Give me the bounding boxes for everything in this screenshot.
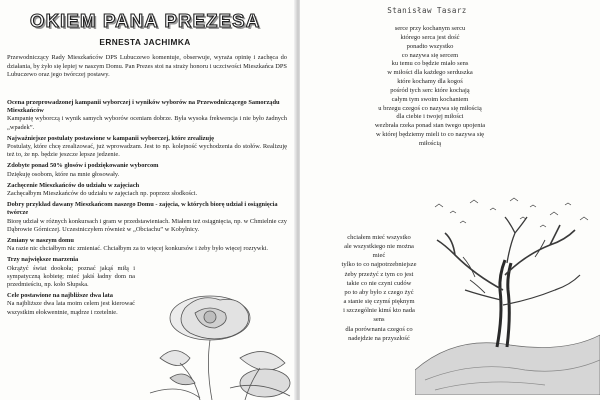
answer-text: Na razie nic chciałbym nic zmieniać. Chciałbym za to więcej konkursów i żeby było więcej rozrywki. <box>7 245 269 253</box>
poem-line: nadejdzie na przyszłość <box>348 334 410 342</box>
qa-block <box>7 182 287 198</box>
poem-line: wezbrała rzeka ponad stan twego upojenia <box>374 122 486 130</box>
article-subtitle: ERNESTA JACHIMKA <box>99 37 191 47</box>
poem-line: a stanie się czymś pięknym <box>343 298 415 306</box>
poem-line: mieć <box>372 252 386 260</box>
poem-top <box>345 25 515 149</box>
question-text: Cele postawione na najbliższe dwa lata <box>7 292 113 300</box>
poem-line: dla ciebie i twojej miłości <box>396 113 464 121</box>
poem-line: w której będziemy mieli to co nazywa się <box>375 131 485 139</box>
answer-text: Postulaty, które chcę zrealizować, już wprowadzam. Jest to np. kolejność wychodzenia do stołów. Realizuję też to, że np. będzie jeszcze lepsze jedzenie. <box>7 143 287 159</box>
poem-line: które kochamy dla kogoś <box>397 78 463 86</box>
poem-line: w miłości dla każdego serduszka <box>387 69 473 77</box>
poem-line: u brzegu czegoś co nazywa się miłością <box>378 104 482 112</box>
answer-text: Dziękuję osobom, które na mnie głosowały. <box>7 170 120 178</box>
poem-line: serce przy kochanym sercu <box>394 25 466 32</box>
answer-text: Na najbliższe dwa lata moim celem jest kierować wszystkim ełokwentnie, mądrze i rzetelnie. <box>7 300 135 316</box>
answer-text: Okrążyć świat dookoła; poznać jakąś miłą i sympatyczną kobietę; mieć jakiś ładny dom na przedmieściu, np. koło Słupska. <box>7 264 135 289</box>
question-text: Zmiany w naszym domu <box>7 237 74 245</box>
poem-line: tylko to co najpotrzebniejsze <box>341 261 417 269</box>
poem-line: którego serca jest dość <box>400 33 460 41</box>
poem-line: takie co nie czyni cudów <box>346 279 412 287</box>
question-text: Najważniejsze postulaty postawione w kampanii wyborczej, które zrealizuję <box>7 134 214 142</box>
qa-block <box>7 256 135 289</box>
question-text: Trzy największe marzenia <box>7 256 79 264</box>
poem-line: ku temu co będzie miało sens <box>391 60 469 68</box>
qa-block <box>7 201 287 234</box>
qa-block <box>7 135 287 160</box>
qa-block <box>7 237 287 253</box>
interview-qa <box>7 99 287 320</box>
left-page <box>0 0 296 400</box>
poem-line: i szczególnie kimś kto nada <box>343 307 415 315</box>
poem-line: sens <box>373 316 385 324</box>
answer-text: Zachęcałbym Mieszkańców do udziału w zajęciach np. poprzez słodkości. <box>7 190 198 198</box>
qa-block <box>7 292 135 317</box>
qa-block <box>7 162 287 178</box>
poem-author: Stanisław Tasarz <box>387 6 467 15</box>
question-text: Zdobyte ponad 50% głosów i podziękowanie wyborcom <box>7 162 159 170</box>
poem-line: co nazywa się sercem <box>401 51 459 59</box>
poem-line: całym tym swoim kochaniem <box>391 95 469 103</box>
article-title: OKIEM PANA PREZESA <box>30 10 261 31</box>
question-text: Zachęcenie Mieszkańców do udziału w zajęciach <box>7 181 140 189</box>
poem-line: żeby przeżyć z tym co jest <box>344 270 414 278</box>
poem-line: dla porównania czegoś co <box>345 325 413 333</box>
poem-bottom <box>305 233 453 343</box>
article-intro: Przewodniczący Rady Mieszkańców DPS Lubuczewo komentuje, obserwuje, wyraża opinię i zachęca do działania, by żyło się lepiej w naszym Domu. Pan Prezes stoi na straży honoru i uczciwości Mieszkańca DPS Lubuczewo oraz jego twórczej postawy. <box>7 54 287 79</box>
qa-block <box>7 99 287 132</box>
question-text: Dobry przykład dawany Mieszkańcom naszego Domu - zajęcia, w których biorę udział i osiągnięcia twórcze <box>7 201 278 217</box>
answer-text: Biorę udział w różnych konkursach i gram w przedstawieniach. Miałem też osiągnięcia, np. w Chmielnie czy Dąbrowie Górniczej. Uczestniczyłem również w „Obciachu” w Kobylnicy. <box>7 217 287 233</box>
question-text: Ocena przeprowadzonej kampanii wyborczej i wyników wyborów na Przewodniczącego Samorządu Mieszkańców <box>7 99 280 115</box>
poem-line: ale wszystkiego nie można <box>344 243 414 251</box>
poem-line: miłością <box>418 139 442 147</box>
answer-text: Kampanię wyborczą i wynik samych wyborów oceniam dobrze. Była wysoka frekwencja i nie było żadnych „wpadek”. <box>7 115 287 131</box>
flower-drawing <box>140 288 296 400</box>
poem-line: chciałem mieć wszystko <box>347 234 411 241</box>
poem-line: ponadto wszystko <box>406 42 454 50</box>
poem-line: po to aby było z czego żyć <box>344 288 414 296</box>
poem-line: pośród tych serc które kochają <box>390 86 470 94</box>
